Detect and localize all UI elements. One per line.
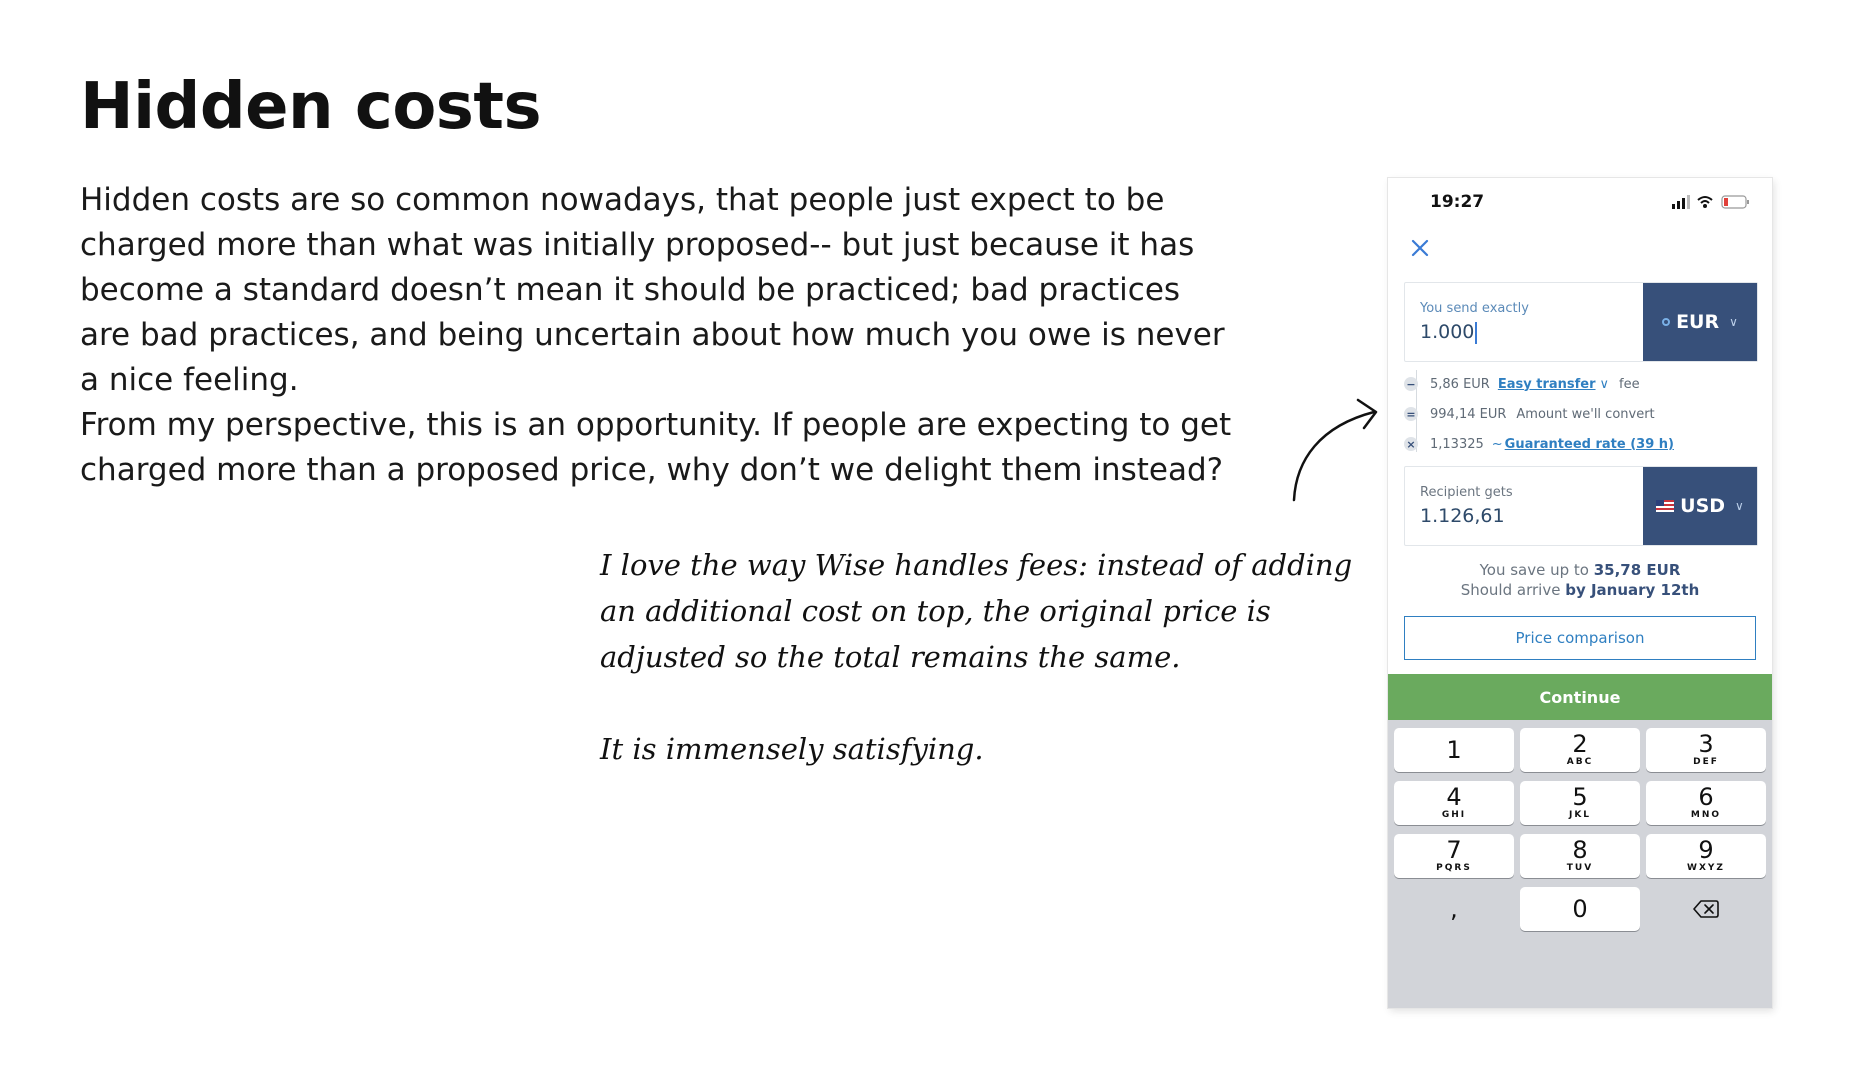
- recipient-label: Recipient gets: [1420, 485, 1513, 500]
- recipient-amount-field[interactable]: [1404, 466, 1758, 546]
- key-2[interactable]: 2 ABC: [1520, 728, 1640, 772]
- arrival-text: Should arrive by January 12th: [1460, 581, 1700, 599]
- chevron-down-icon: ∨: [1599, 376, 1610, 392]
- easy-transfer-link[interactable]: Easy transfer: [1497, 376, 1596, 392]
- convert-row: = 994,14 EUR Amount we'll convert: [1404, 402, 1655, 426]
- send-amount-field[interactable]: [1404, 282, 1758, 362]
- fee-row: − 5,86 EUR Easy transfer ∨ fee: [1404, 372, 1640, 396]
- key-8[interactable]: 8 TUV: [1520, 834, 1640, 878]
- handwritten-note-closing: It is immensely satisfying.: [600, 732, 984, 766]
- send-label: You send exactly: [1420, 301, 1529, 316]
- send-amount-input[interactable]: 1.000: [1420, 321, 1477, 344]
- phone-screenshot: [1388, 178, 1772, 1008]
- key-4[interactable]: 4 GHI: [1394, 781, 1514, 825]
- trend-icon: ~: [1491, 436, 1503, 452]
- status-time: 19:27: [1430, 192, 1485, 212]
- handwritten-note: I love the way Wise handles fees: instead of adding an additional cost on top, the original price is adjusted so the total remains the same.: [600, 548, 1353, 674]
- send-currency-select[interactable]: EUR ∨: [1643, 283, 1757, 361]
- backspace-key[interactable]: [1646, 887, 1766, 931]
- continue-button[interactable]: Continue: [1388, 674, 1772, 720]
- key-9[interactable]: 9 WXYZ: [1646, 834, 1766, 878]
- savings-text: You save up to 35,78 EUR: [1479, 561, 1681, 579]
- key-1[interactable]: 1: [1394, 728, 1514, 772]
- key-7[interactable]: 7 PQRS: [1394, 834, 1514, 878]
- chevron-down-icon: ∨: [1735, 499, 1744, 513]
- status-icons: [1672, 194, 1750, 210]
- euro-icon: [1662, 318, 1670, 326]
- intro-paragraph: Hidden costs are so common nowadays, that people just expect to be charged more than what was initially proposed-- but just because it has become a standard doesn’t mean it should be practiced; bad practices are bad practices, and being uncertain about how much you owe is never a nice feeling.: [80, 182, 1225, 398]
- key-3[interactable]: 3 DEF: [1646, 728, 1766, 772]
- key-0[interactable]: 0: [1520, 887, 1640, 931]
- arrow-icon: [1280, 390, 1390, 510]
- chevron-down-icon: ∨: [1729, 315, 1738, 329]
- numeric-keypad: [1388, 720, 1772, 1008]
- opportunity-paragraph: From my perspective, this is an opportunity. If people are expecting to get charged more than a proposed price, why don’t we delight them instead?: [80, 407, 1232, 488]
- rate-row: × 1,13325 ~ Guaranteed rate (39 h): [1404, 432, 1674, 456]
- key-6[interactable]: 6 MNO: [1646, 781, 1766, 825]
- backspace-icon: [1693, 899, 1719, 919]
- key-5[interactable]: 5 JKL: [1520, 781, 1640, 825]
- recipient-amount[interactable]: 1.126,61: [1420, 505, 1505, 527]
- multiply-icon: ×: [1404, 437, 1418, 451]
- close-icon[interactable]: [1404, 232, 1436, 264]
- us-flag-icon: [1656, 500, 1674, 512]
- price-comparison-button[interactable]: Price comparison: [1404, 616, 1756, 660]
- key-comma[interactable]: ,: [1450, 895, 1458, 923]
- guaranteed-rate-link[interactable]: Guaranteed rate (39 h): [1504, 436, 1674, 452]
- recipient-currency-select[interactable]: USD ∨: [1643, 467, 1757, 545]
- slide-title: Hidden costs: [80, 70, 542, 144]
- equals-icon: =: [1404, 407, 1418, 421]
- minus-icon: −: [1404, 377, 1418, 391]
- status-bar: [1388, 178, 1772, 226]
